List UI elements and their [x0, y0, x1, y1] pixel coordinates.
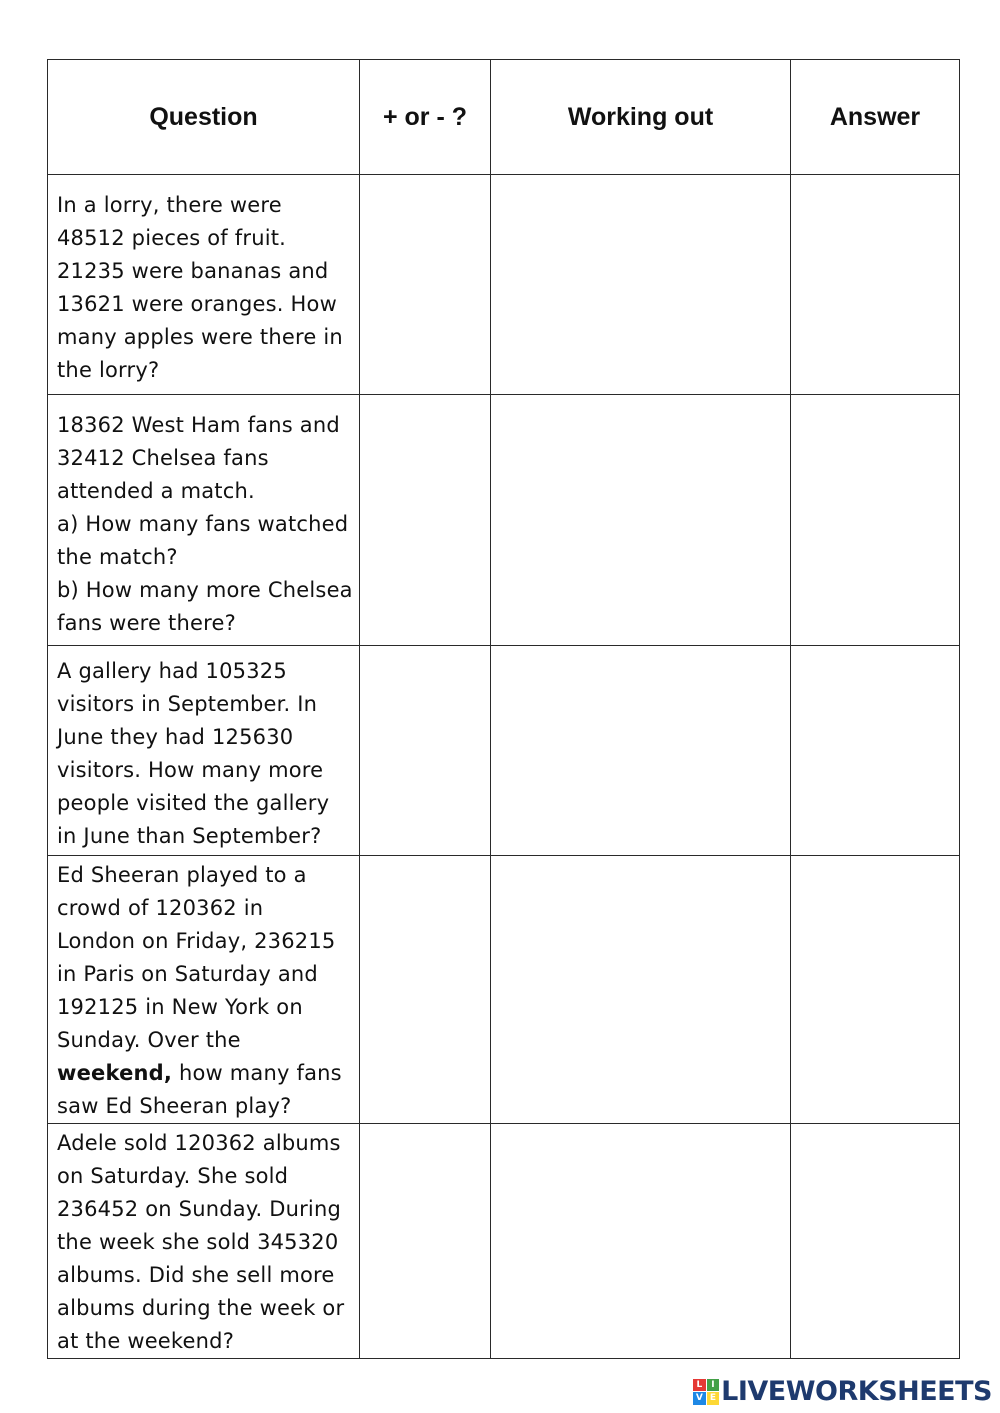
- working-out-cell[interactable]: [491, 395, 791, 646]
- question-cell: [48, 1124, 360, 1359]
- answer-cell[interactable]: [791, 395, 960, 646]
- question-line: at the weekend?: [57, 1329, 235, 1353]
- question-line: A gallery had 105325: [57, 659, 287, 683]
- operation-cell[interactable]: [360, 646, 491, 856]
- question-line: London on Friday, 236215: [57, 929, 336, 953]
- table-row: [48, 175, 960, 395]
- header-row: [48, 60, 960, 175]
- logo-tile: L: [693, 1379, 706, 1392]
- working-out-cell[interactable]: [491, 1124, 791, 1359]
- question-line: albums. Did she sell more: [57, 1263, 335, 1287]
- question-line: Sunday. Over the: [57, 1028, 241, 1052]
- table-row: [48, 856, 960, 1124]
- operation-cell[interactable]: [360, 395, 491, 646]
- logo-tile: I: [707, 1379, 720, 1392]
- question-line: saw Ed Sheeran play?: [57, 1094, 292, 1118]
- question-line: 32412 Chelsea fans: [57, 446, 269, 470]
- question-line: the week she sold 345320: [57, 1230, 339, 1254]
- liveworksheets-brand[interactable]: [693, 1376, 992, 1407]
- emphasis-weekend: weekend,: [57, 1061, 173, 1085]
- logo-tile: V: [693, 1392, 706, 1405]
- operation-cell[interactable]: [360, 856, 491, 1124]
- answer-cell[interactable]: [791, 856, 960, 1124]
- question-line: 192125 in New York on: [57, 995, 303, 1019]
- header-answer: Answer: [791, 60, 960, 175]
- question-line: In a lorry, there were: [57, 193, 282, 217]
- question-line: 21235 were bananas and: [57, 259, 329, 283]
- logo-tile: E: [707, 1392, 720, 1405]
- question-cell: [48, 395, 360, 646]
- question-line: 236452 on Sunday. During: [57, 1197, 341, 1221]
- question-line: b) How many more Chelsea: [57, 578, 353, 602]
- question-line: crowd of 120362 in: [57, 896, 264, 920]
- question-line: Ed Sheeran played to a: [57, 863, 307, 887]
- question-line: in June than September?: [57, 824, 322, 848]
- question-cell: [48, 175, 360, 395]
- operation-cell[interactable]: [360, 175, 491, 395]
- header-question: Question: [48, 60, 360, 175]
- question-line: the lorry?: [57, 358, 160, 382]
- question-cell: [48, 646, 360, 856]
- worksheet-table: [47, 59, 960, 1359]
- question-line: June they had 125630: [57, 725, 294, 749]
- working-out-cell[interactable]: [491, 175, 791, 395]
- question-line: attended a match.: [57, 479, 255, 503]
- table-row: [48, 395, 960, 646]
- liveworksheets-wordmark: LIVEWORKSHEETS: [721, 1376, 992, 1407]
- question-line: Adele sold 120362 albums: [57, 1131, 341, 1155]
- question-line: 48512 pieces of fruit.: [57, 226, 287, 250]
- table-row: [48, 1124, 960, 1359]
- question-line: on Saturday. She sold: [57, 1164, 289, 1188]
- question-line: [57, 1057, 351, 1090]
- question-line: 13621 were oranges. How: [57, 292, 337, 316]
- working-out-cell[interactable]: [491, 646, 791, 856]
- working-out-cell[interactable]: [491, 856, 791, 1124]
- question-line: in Paris on Saturday and: [57, 962, 318, 986]
- question-fragment: how many fans: [172, 1061, 342, 1085]
- liveworksheets-logo-icon: [693, 1379, 719, 1405]
- question-line: a) How many fans watched: [57, 512, 349, 536]
- question-line: many apples were there in: [57, 325, 343, 349]
- question-line: 18362 West Ham fans and: [57, 413, 340, 437]
- question-line: albums during the week or: [57, 1296, 345, 1320]
- operation-cell[interactable]: [360, 1124, 491, 1359]
- question-line: people visited the gallery: [57, 791, 330, 815]
- answer-cell[interactable]: [791, 1124, 960, 1359]
- table-row: [48, 646, 960, 856]
- answer-cell[interactable]: [791, 646, 960, 856]
- header-operation: + or - ?: [360, 60, 491, 175]
- header-working-out: Working out: [491, 60, 791, 175]
- question-line: visitors in September. In: [57, 692, 318, 716]
- question-line: visitors. How many more: [57, 758, 324, 782]
- question-cell: [48, 856, 360, 1124]
- question-line: the match?: [57, 545, 178, 569]
- answer-cell[interactable]: [791, 175, 960, 395]
- question-line: fans were there?: [57, 611, 236, 635]
